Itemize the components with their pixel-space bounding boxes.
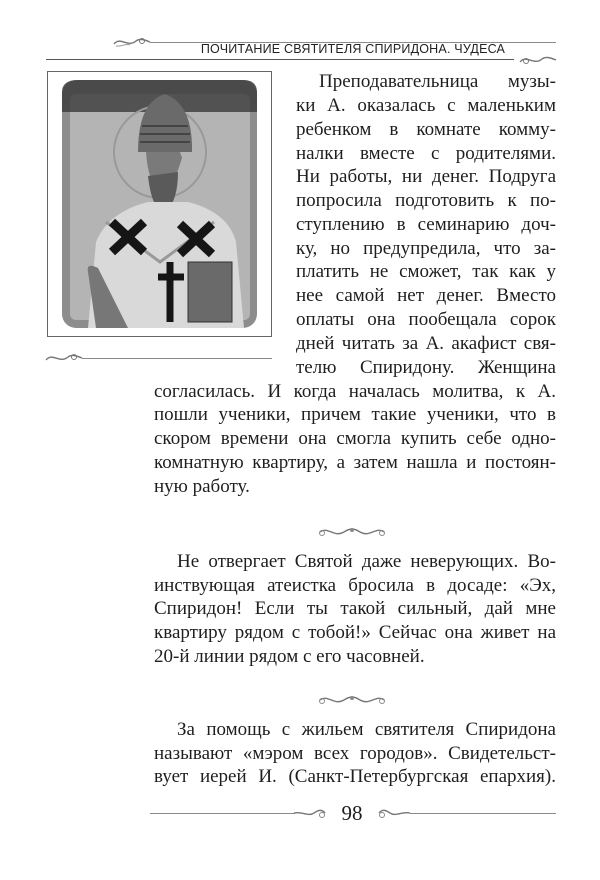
paragraph-1-line: пошли ученики, причем такие ученики, что в <box>154 404 556 425</box>
section-divider-ornament-icon <box>316 524 388 540</box>
running-header-title: ПОЧИТАНИЕ СВЯТИТЕЛЯ СПИРИДОНА. ЧУДЕСА <box>200 42 506 56</box>
paragraph-1-line: ную работу. <box>154 476 250 497</box>
paragraph-3-line: вует иерей И. (Санкт-Петербургская епархия). <box>154 766 556 787</box>
flourish-ornament-icon <box>376 805 412 821</box>
flourish-ornament-icon <box>292 805 328 821</box>
footer-rule-right <box>410 813 556 814</box>
paragraph-1-line: попросила подготовить к по- <box>296 190 556 211</box>
saint-icon <box>48 72 271 336</box>
header-bottom-rule <box>46 59 514 60</box>
paragraph-1-line: скором времени она смогла купить себе одно- <box>154 428 556 449</box>
paragraph-1-line: Преподавательница музы- <box>319 71 556 92</box>
paragraph-2-line: инствующая атеистка бросила в досаде: «Эх, <box>154 575 556 596</box>
paragraph-2-line: Спиридон! Если ты такой сильный, дай мне <box>154 598 556 619</box>
paragraph-1-line: согласилась. И когда началась молитва, к А. <box>154 381 556 402</box>
paragraph-3-line: называют «мэром всех городов». Свидетельст- <box>154 743 556 764</box>
paragraph-2-line: 20-й линии рядом с его часовней. <box>154 646 425 667</box>
paragraph-1-line: ребенком в комнате комму- <box>296 119 556 140</box>
paragraph-1-line: оплаты она пообещала сорок <box>296 309 556 330</box>
paragraph-1-line: дней читать за А. акафист свя- <box>296 333 556 354</box>
paragraph-2-line: квартиру рядом с тобой!» Сейчас она живет на <box>154 622 556 643</box>
paragraph-1-line: ки А. оказалась с маленьким <box>296 95 556 116</box>
flourish-ornament-icon <box>44 350 84 366</box>
paragraph-1-line: платить не сможет, так как у <box>296 261 556 282</box>
paragraph-1-line: телю Спиридону. Женщина <box>296 357 556 378</box>
paragraph-1-line: налки вместе с родителями. <box>296 143 556 164</box>
paragraph-1-line: нее самой нет денег. Вместо <box>296 285 556 306</box>
flourish-ornament-icon <box>518 52 558 68</box>
paragraph-2-line: Не отвергает Святой даже неверующих. Во- <box>177 551 556 572</box>
page-number: 98 <box>341 801 363 825</box>
saint-spyridon-icon-image <box>47 71 272 337</box>
footer-rule-left <box>150 813 295 814</box>
paragraph-1-line: Ни работы, ни денег. Подруга <box>296 166 556 187</box>
image-bottom-rule <box>82 358 272 359</box>
section-divider-ornament-icon <box>316 692 388 708</box>
paragraph-3-line: За помощь с жильем святителя Спиридона <box>177 719 556 740</box>
paragraph-1-line: комнатную квартиру, а затем нашла и постоян- <box>154 452 556 473</box>
paragraph-1-line: ступлению в семинарию доч- <box>296 214 556 235</box>
paragraph-1-line: ку, но предупредила, что за- <box>296 238 556 259</box>
flourish-ornament-icon <box>112 34 152 50</box>
